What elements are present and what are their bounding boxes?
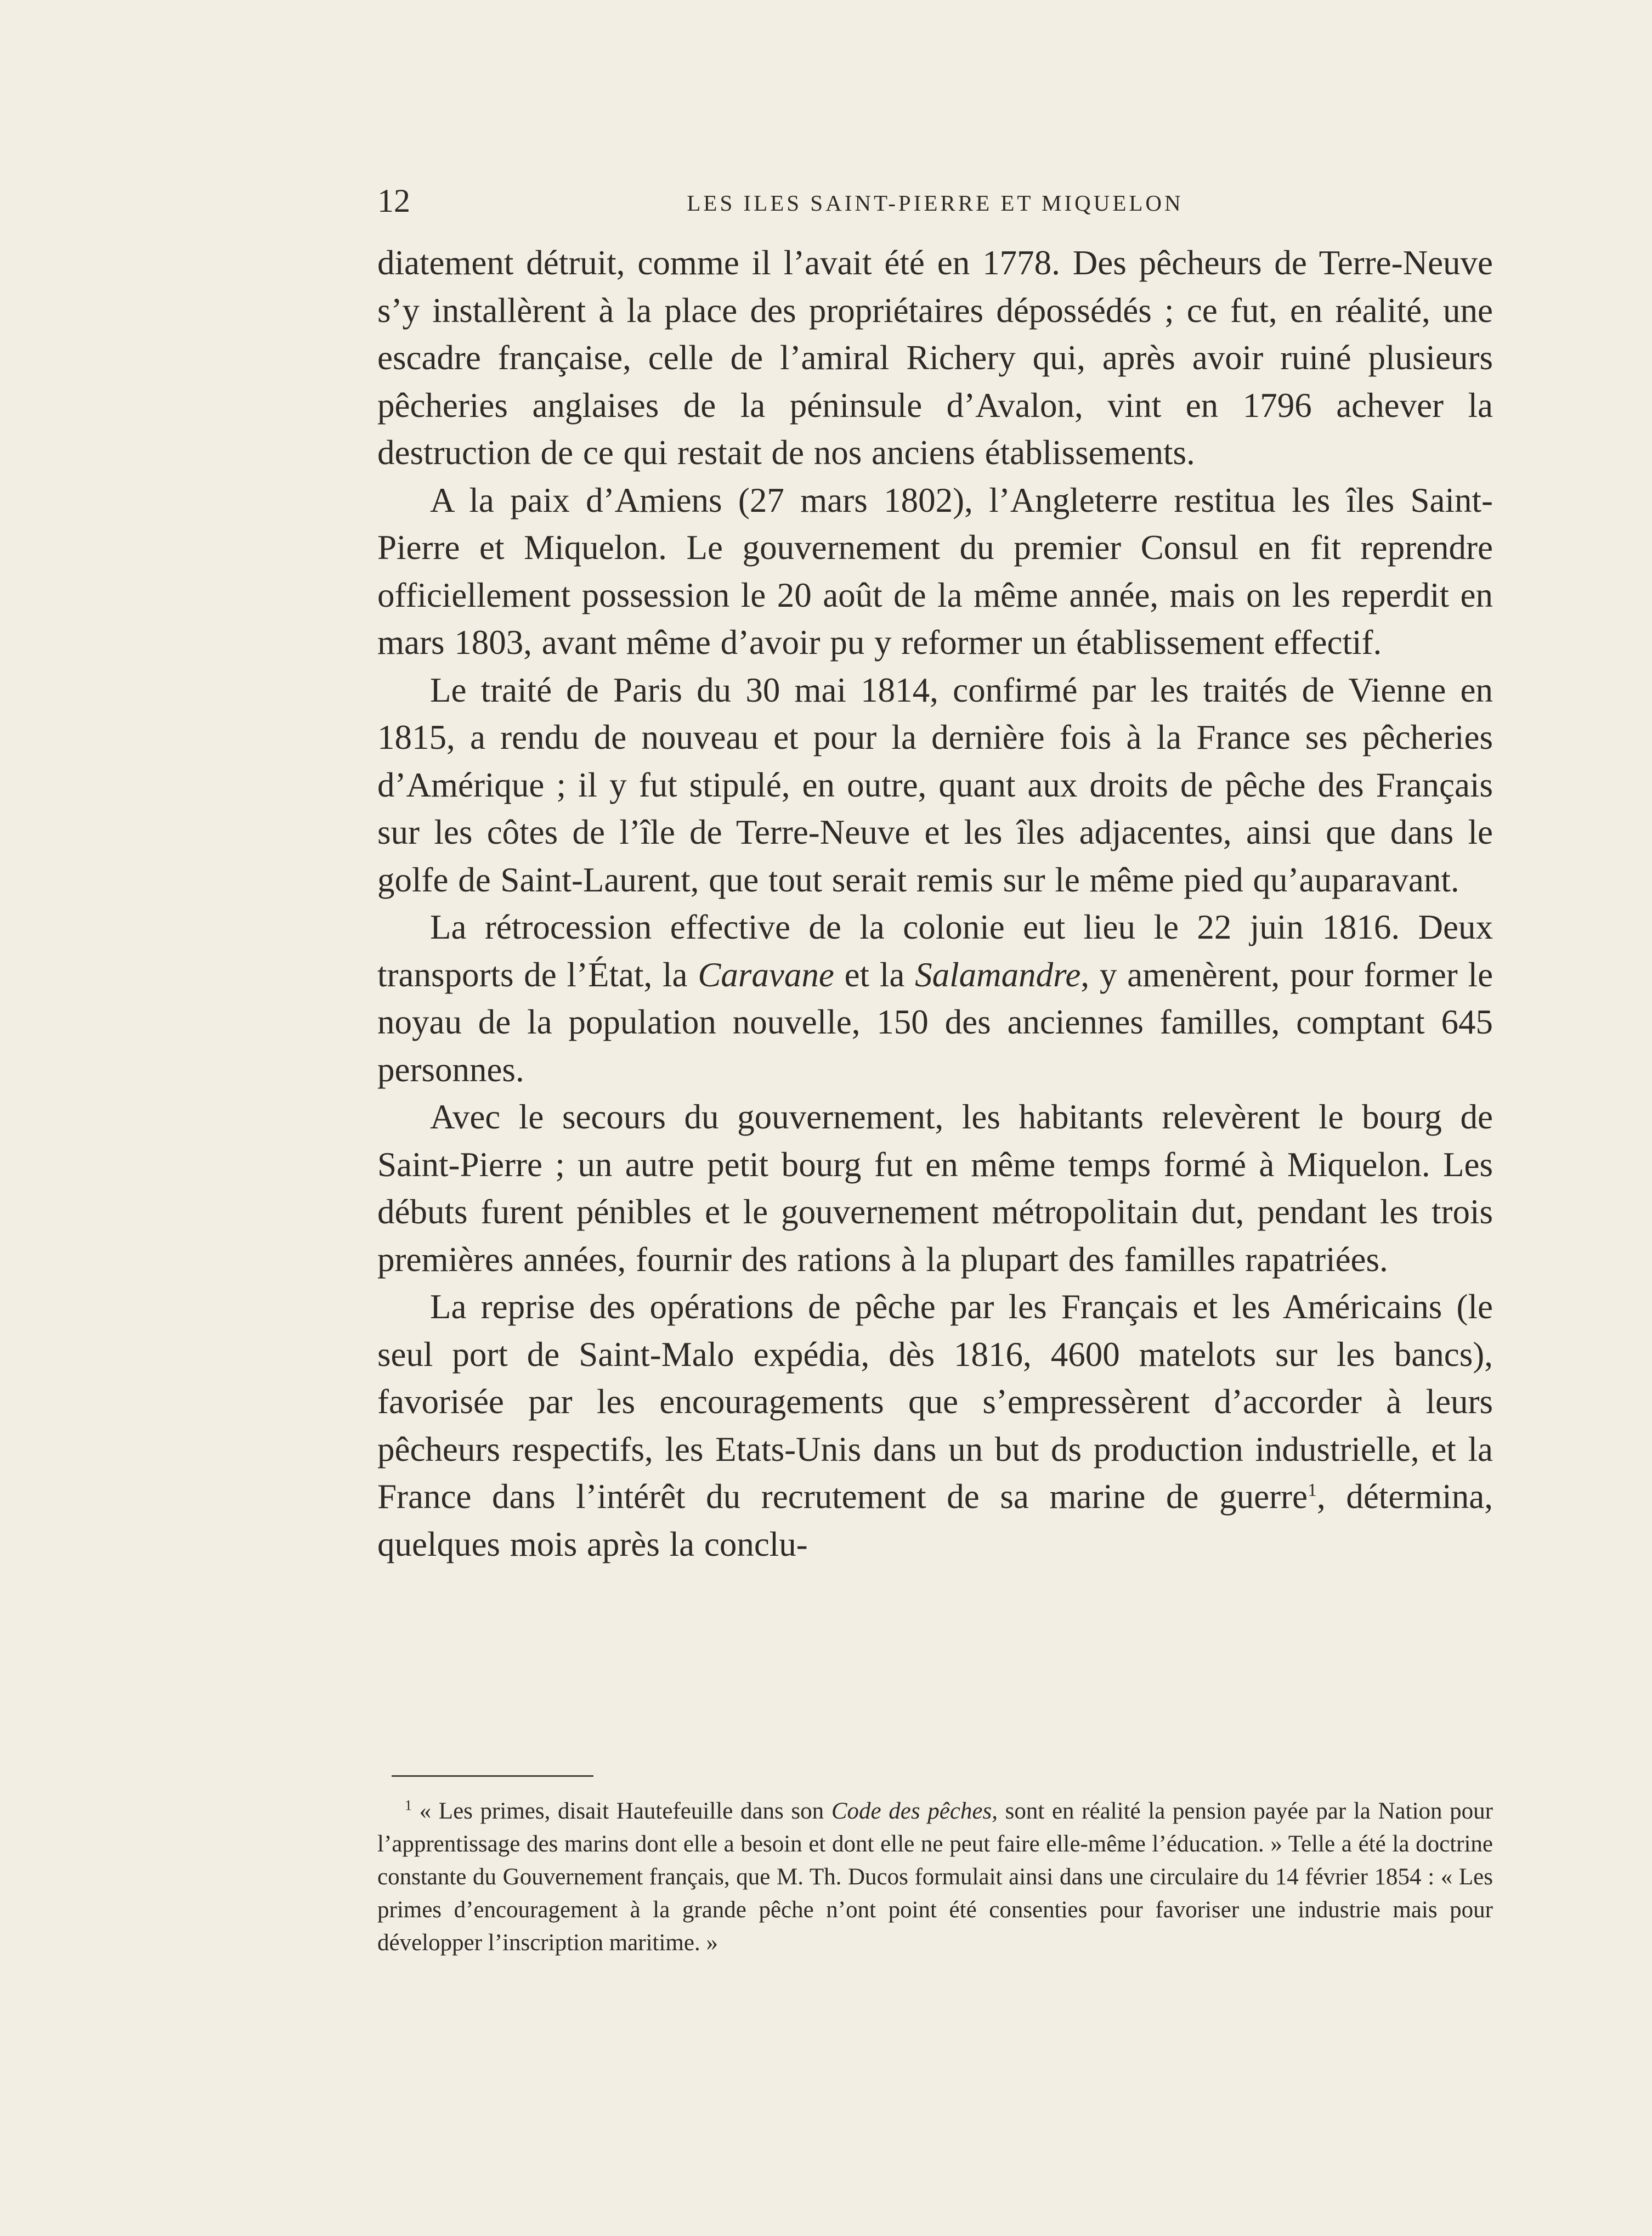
main-text [377,239,1493,1568]
paragraph-1: diatement détruit, comme il l’avait été en 1778. Des pêcheurs de Terre-Neuve s’y installèrent à la place des propriétaires dépossédés ; ce fut, en réalité, une escadre française, celle de l’amiral Richery qui, après avoir ruiné plusieurs pêcheries anglaises de la péninsule d’Avalon, vint en 1796 achever la destruction de ce qui restait de nos anciens établissements. [377,244,1493,472]
page-header [377,179,1493,223]
page-number: 12 [377,183,410,219]
footnote-1 [377,1795,1493,1960]
footnote-reference: 1 [1307,1480,1317,1500]
paragraph-5: Avec le secours du gouvernement, les habitants relevèrent le bourg de Saint-Pierre ; un autre petit bourg fut en même temps formé à Miquelon. Les débuts furent pénibles et le gouvernement métropolitain dut, pendant les trois premières années, fournir des rations à la plupart des familles rapatriées. [377,1098,1493,1279]
running-title: LES ILES SAINT-PIERRE ET MIQUELON [687,190,1184,216]
paragraph-4-text-b: et la [844,955,905,994]
paragraph-6 [377,1283,1493,1568]
ship-name-caravane: Caravane [698,955,834,994]
paragraph-6-text-a: La reprise des opérations de pêche par les Français et les Américains (le seul port de Saint-Malo expédia, dès 1816, 4600 matelots sur les bancs), favorisée par les encouragements que s’empressèrent d’accorder à leurs pêcheurs respectifs, les Etats-Unis dans un but ds production industrielle, et la France dans l’intérêt du recrutement de sa marine de guerre [377,1288,1493,1516]
footnotes [377,1795,1493,1960]
paragraph-2: A la paix d’Amiens (27 mars 1802), l’Angleterre restitua les îles Saint-Pierre et Miquelon. Le gouvernement du premier Consul en fit reprendre officiellement possession le 20 août de la même année, mais on les reperdit en mars 1803, avant même d’avoir pu y reformer un établissement effectif. [377,481,1493,662]
paragraph-6-text-b: , détermina, quelques mois après la conclu- [377,1477,1493,1563]
ship-name-salamandre: Salamandre [915,955,1081,994]
footnote-divider [392,1775,593,1777]
paragraph-4-text-a: La rétrocession effective de la colonie eut lieu le 22 juin 1816. Deux transports de l’État, la [377,908,1493,994]
paragraph-4-text-c: , y amenèrent, pour former le noyau de la population nouvelle, 150 des anciennes familles, comptant 645 personnes. [377,955,1493,1089]
footnote-book-title: Code des pêches, [831,1798,998,1824]
paragraph-4 [377,904,1493,1093]
footnote-marker: 1 [405,1797,412,1814]
paragraph-3: Le traité de Paris du 30 mai 1814, confirmé par les traités de Vienne en 1815, a rendu de nouveau et pour la dernière fois à la France ses pêcheries d’Amérique ; il y fut stipulé, en outre, quant aux droits de pêche des Français sur les côtes de l’île de Terre-Neuve et les îles adjacentes, ainsi que dans le golfe de Saint-Laurent, que tout serait remis sur le même pied qu’auparavant. [377,670,1493,899]
footnote-text-b: sont en réalité la pension payée par la Nation pour l’apprentissage des marins dont elle a besoin et dont elle ne peut faire elle-même l’éducation. » Telle a été la doctrine constante du Gouvernement français, que M. Th. Ducos formulait ainsi dans une circulaire du 14 février 1854 : « Les primes d’encouragement à la grande pêche n’ont point été consenties pour favoriser une industrie mais pour développer l’inscription maritime. » [377,1798,1493,1956]
footnote-text-a: « Les primes, disait Hautefeuille dans son [419,1798,824,1824]
